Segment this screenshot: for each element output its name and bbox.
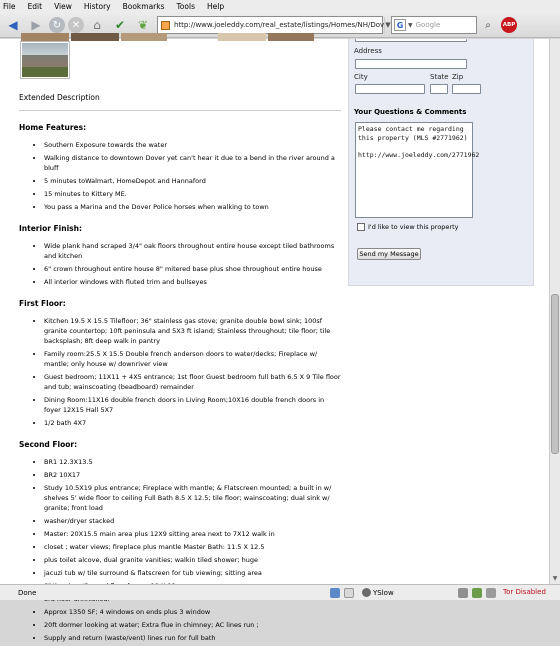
list-item: • All interior windows with fluted trim and bullseyes [44, 277, 341, 287]
search-icon[interactable]: ⌕ [485, 19, 491, 31]
search-engine-dropdown-icon[interactable]: ▼ [408, 21, 413, 29]
list-item: • 1/2 bath 4X7 [44, 418, 341, 428]
photo-thumbnails [19, 39, 341, 79]
addon-icon[interactable] [472, 588, 482, 598]
section-heading: First Floor: [19, 299, 66, 308]
menu-file[interactable]: File [3, 2, 16, 11]
status-bar [0, 584, 560, 600]
section-heading: Home Features: [19, 123, 87, 132]
listing-details [19, 39, 341, 646]
list-item: • BR1 12.3X13.5 [44, 457, 341, 467]
list-item: • 5 minutes toWalmart, HomeDepot and Hannaford [44, 176, 341, 186]
menu-edit[interactable]: Edit [27, 2, 43, 11]
site-favicon [161, 21, 170, 30]
url-dropdown-icon[interactable]: ▼ [384, 17, 390, 33]
addon-icon[interactable] [458, 588, 468, 598]
section-interior-finish [19, 224, 341, 287]
addon-icon[interactable] [486, 588, 496, 598]
home-button[interactable]: ⌂ [93, 18, 101, 32]
url-bar[interactable] [157, 16, 391, 34]
leaf-icon[interactable]: ❦ [137, 18, 149, 32]
menu-help[interactable]: Help [206, 2, 225, 11]
photo-thumbnail[interactable] [218, 33, 266, 41]
addon-icon[interactable] [330, 588, 340, 598]
addon-icon[interactable] [344, 588, 354, 598]
list-item: • Dining Room:11X16 double french doors in Living Room;10X16 double french doors in foyer 12X15 Hall 5X7 [44, 395, 341, 415]
photo-thumbnail[interactable] [21, 33, 69, 41]
section-heading: Second Floor: [19, 440, 78, 449]
list-item: • BR2 10X17 [44, 470, 341, 480]
url-text: http://www.joeleddy.com/real_estate/listings/Homes/NH/Dov [174, 21, 385, 29]
list-item: • Supply and return (waste/vent) lines run for full bath [44, 633, 341, 643]
name-field[interactable] [355, 39, 467, 42]
zip-label: Zip [452, 73, 464, 81]
list-item: • Southern Exposure towards the water [44, 140, 341, 150]
section-first-floor [19, 299, 341, 428]
menu-history[interactable]: History [83, 2, 111, 11]
menu-view[interactable]: View [54, 2, 72, 11]
yslow-icon [362, 588, 371, 597]
back-button[interactable]: ◀ [8, 18, 18, 32]
vertical-scrollbar[interactable] [549, 39, 560, 584]
list-item: • Kitchen 19.5 X 15.5 Tilefloor; 36" stainless gas stove; granite double bowl sink; 100sf granite countertop; 10ft peninsula and 5X3 ft island; Stainless throughout; tile floor; tile backsplash; 8ft deep walk in pantry [44, 316, 341, 346]
photo-thumbnail[interactable] [121, 33, 167, 41]
scrollbar-thumb[interactable] [551, 294, 559, 454]
menu-tools[interactable]: Tools [176, 2, 195, 11]
status-addon-icons [330, 588, 354, 598]
list-item: • You pass a Marina and the Dover Police horses when walking to town [44, 202, 341, 212]
adblock-icon[interactable]: ABP [501, 17, 517, 33]
message-textarea[interactable]: Please contact me regarding this property (MLS #2771962) http://www.joeleddy.com/2771962 [355, 122, 473, 218]
search-box[interactable] [391, 16, 477, 34]
search-placeholder: Google [415, 21, 441, 29]
photo-thumbnail[interactable] [268, 33, 314, 41]
list-item: • washer/dryer stacked [44, 516, 341, 526]
list-item: • Study 10.5X19 plus entrance; Fireplace with mantle; & Flatscreen mounted; a built in w/ shelves 5' wide floor to ceiling Full Bath 8.5 X 12.5; tile floor; wainscoating; dual sink w/ granite; front load [44, 483, 341, 513]
zip-field[interactable] [452, 84, 481, 94]
list-item: • 15 minutes to Kittery ME. [44, 189, 341, 199]
view-property-checkbox[interactable] [357, 223, 365, 231]
check-icon[interactable]: ✔ [114, 18, 126, 32]
city-label: City [354, 73, 368, 81]
section-second-floor [19, 440, 341, 643]
address-label: Address [354, 47, 382, 55]
reload-button[interactable]: ↻ [49, 17, 65, 33]
section-home-features [19, 123, 341, 212]
yslow-addon[interactable] [362, 588, 394, 597]
list-item: • Wide plank hand scraped 3/4" oak floors throughout entire house except tiled bathrooms and kitchen [44, 241, 341, 261]
house-photo-thumbnail[interactable] [21, 42, 69, 78]
status-right-icons [458, 588, 496, 598]
list-item: • Guest bedroom; 11X11 + 4X5 entrance; 1st floor Guest bedroom full bath 6.5 X 9 Tile floor and tub; wainscoating (beadboard) remainder [44, 372, 341, 392]
list-item: • closet ; water views; fireplace plus mantle Master Bath: 11.5 X 12.5 [44, 542, 341, 552]
menubar [0, 0, 560, 13]
menu-bookmarks[interactable]: Bookmarks [122, 2, 165, 11]
list-item: • Approx 1350 SF; 4 windows on ends plus 3 window [44, 607, 341, 617]
list-item: • Walking distance to downtown Dover yet can't hear it due to a bend in the river around a bluff [44, 153, 341, 173]
section-heading: Interior Finish: [19, 224, 82, 233]
state-label: State [430, 73, 449, 81]
list-item: • 20ft dormer looking at water; Extra flue in chimney; AC lines run ; [44, 620, 341, 630]
list-item: • Family room:25.5 X 15.5 Double french anderson doors to water/decks; Fireplace w/ mantle; only house w/ downriver view [44, 349, 341, 369]
forward-button[interactable]: ▶ [31, 18, 41, 32]
google-icon[interactable]: G [394, 19, 406, 31]
scroll-down-icon[interactable]: ▼ [552, 575, 558, 582]
state-field[interactable] [430, 84, 448, 94]
divider [19, 110, 341, 111]
address-field[interactable] [355, 59, 467, 69]
tor-status[interactable]: Tor Disabled [503, 588, 546, 596]
contact-form-panel [348, 39, 534, 286]
list-item: • 6" crown throughout entire house 8" mitered base plus shoe throughout entire house [44, 264, 341, 274]
extended-description-title: Extended Description [19, 93, 100, 102]
city-field[interactable] [355, 84, 425, 94]
view-property-label: I'd like to view this property [368, 223, 459, 231]
questions-title: Your Questions & Comments [354, 108, 467, 116]
status-text: Done [18, 588, 37, 597]
stop-button[interactable]: ✕ [68, 17, 84, 33]
yslow-label: YSlow [373, 588, 394, 597]
send-message-button[interactable]: Send my Message [357, 248, 421, 260]
list-item: • Master: 20X15.5 main area plus 12X9 sitting area next to 7X12 walk in [44, 529, 341, 539]
list-item: • jacuzi tub w/ tile surround & flatscreen for tub viewing; sitting area [44, 568, 341, 578]
list-item: • plus toilet alcove, dual granite vanities; walkin tiled shower; huge [44, 555, 341, 565]
photo-thumbnail[interactable] [71, 33, 119, 41]
